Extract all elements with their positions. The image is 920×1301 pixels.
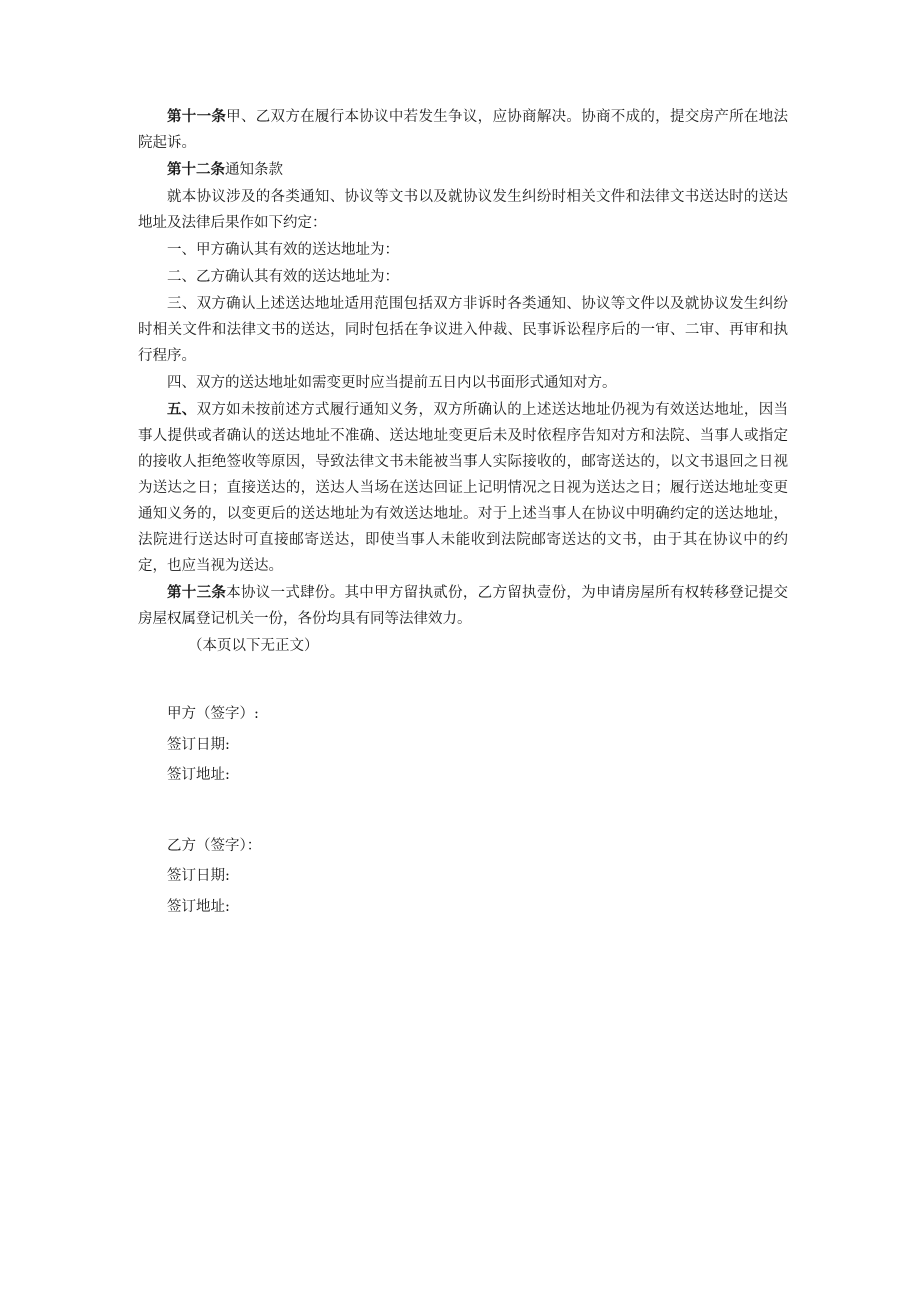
clause-12-item-2: 二、乙方确认其有效的送达地址为： xyxy=(167,269,399,285)
clause-11 xyxy=(138,104,788,156)
clause-13-heading: 第十三条 xyxy=(167,585,227,601)
clause-12-heading: 第十二条 xyxy=(167,162,225,178)
clause-12-item-5 xyxy=(138,397,788,579)
party-a-signature-block xyxy=(138,699,788,791)
party-a-place-label: 签订地址: xyxy=(167,767,230,783)
party-b-place-label: 签订地址: xyxy=(167,898,230,915)
party-b-date-label: 签订日期: xyxy=(167,868,230,884)
party-a-sign-label: 甲方（签字）: xyxy=(167,706,259,722)
clause-12-item-4: 四、双方的送达地址如需变更时应当提前五日内以书面形式通知对方。 xyxy=(167,375,617,391)
document-page xyxy=(138,104,788,922)
clause-13-text: 本协议一式肆份。其中甲方留执贰份，乙方留执壹份，为申请房屋所有权转移登记提交房屋权属登记机关一份，各份均具有同等法律效力。 xyxy=(138,585,788,627)
clause-12-intro: 就本协议涉及的各类通知、协议等文书以及就协议发生纠纷时相关文件和法律文书送达时的送达地址及法律后果作如下约定： xyxy=(138,189,788,231)
party-b-sign-label: 乙方（签字）： xyxy=(167,837,262,854)
clause-12-item-5-text: 双方如未按前述方式履行通知义务，双方所确认的上述送达地址仍视为有效送达地址，因当事人提供或者确认的送达地址不准确、送达地址变更后未及时依程序告知对方和法院、当事人或指定的接收人拒绝签收等原因，导致法律文书未能被当事人实际接收的，邮寄送达的，以文书退回之日视为送达之日；直接送达的，送达人当场在送达回证上记明情况之日视为送达之日；履行送达地址变更通知义务的，以变更后的送达地址为有效送达地址。对于上述当事人在协议中明确约定的送达地址，法院进行送达时可直接邮寄送达，即使当事人未能收到法院邮寄送达的文书，由于其在协议中的约定，也应当视为送达。 xyxy=(138,402,789,574)
clause-11-heading: 第十一条 xyxy=(167,109,227,125)
clause-12 xyxy=(138,157,788,183)
clause-12-item-5-heading: 五、 xyxy=(167,402,197,418)
clause-12-item-1: 一、甲方确认其有效的送达地址为： xyxy=(167,242,399,258)
end-of-text-note: （本页以下无正文） xyxy=(188,638,319,654)
party-b-signature-block xyxy=(138,831,788,923)
party-a-date-label: 签订日期: xyxy=(167,736,230,753)
clause-12-item-3: 三、双方确认上述送达地址适用范围包括双方非诉时各类通知、协议等文件以及就协议发生纠纷时相关文件和法律文书的送达，同时包括在争议进入仲裁、民事诉讼程序后的一审、二审、再审和执行程序。 xyxy=(138,296,788,364)
clause-11-text: 甲、乙双方在履行本协议中若发生争议，应协商解决。协商不成的，提交房产所在地法院起诉。 xyxy=(138,109,788,151)
clause-12-title: 通知条款 xyxy=(225,162,283,178)
clause-13 xyxy=(138,580,788,632)
